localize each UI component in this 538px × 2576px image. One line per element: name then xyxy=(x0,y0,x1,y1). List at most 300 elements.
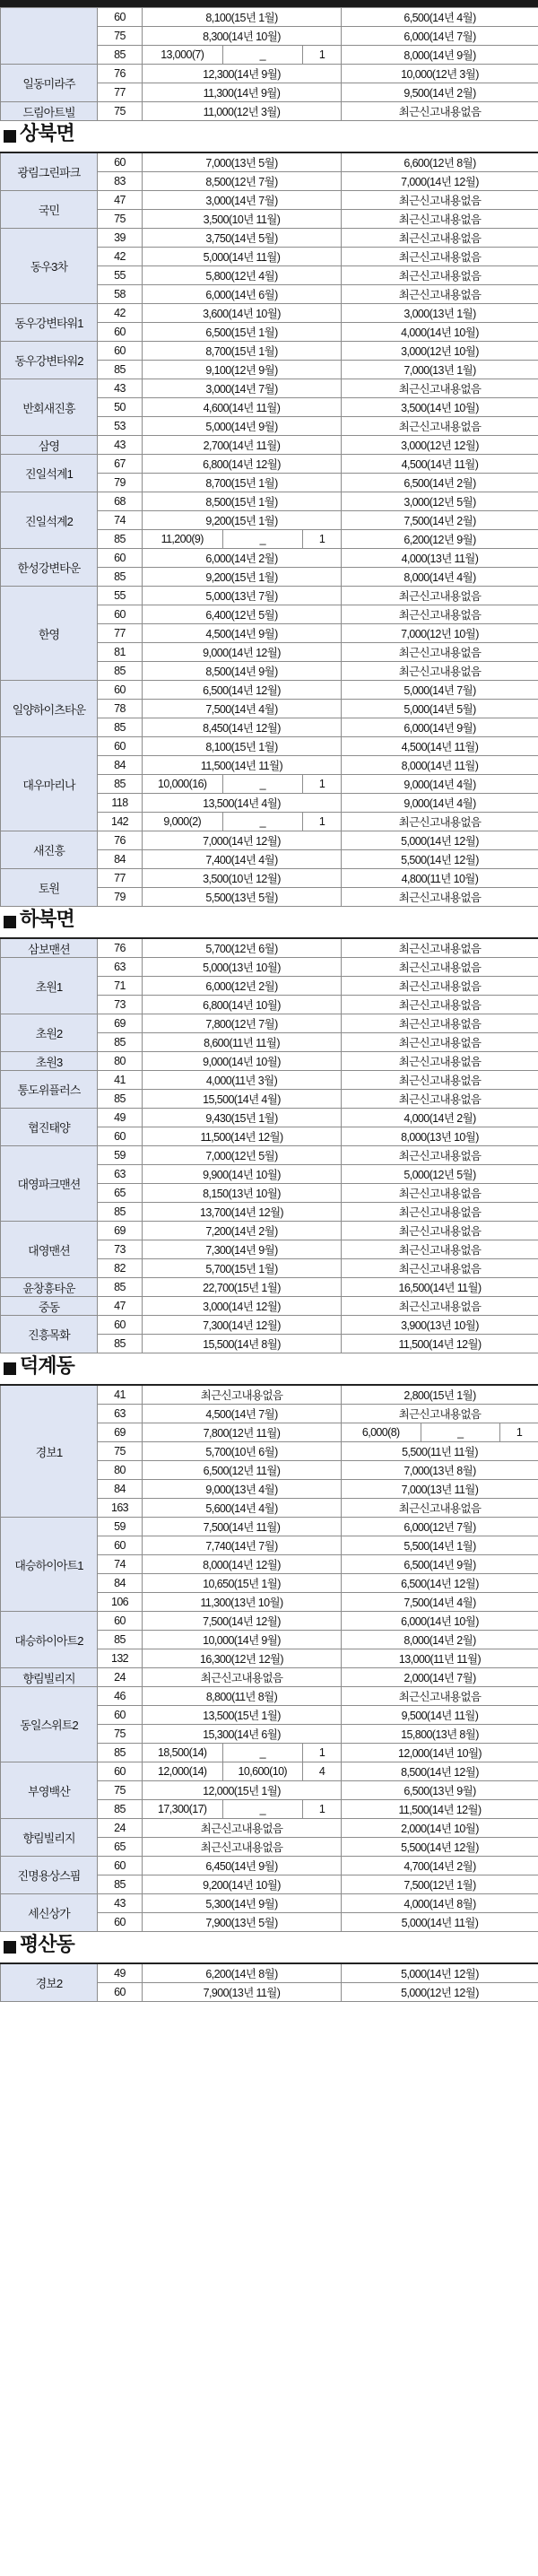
complex-name-cell: 향림빌리지 xyxy=(1,1819,98,1857)
area-cell: 68 xyxy=(98,492,143,511)
area-cell: 60 xyxy=(98,549,143,568)
sale-split-part: 1 xyxy=(318,48,325,61)
jeonse-price-cell: 3,500(14년 10월) xyxy=(342,398,538,417)
sale-split-cell xyxy=(143,775,341,793)
sale-price-cell: 15,500(14년 8월) xyxy=(143,1335,342,1353)
complex-name-cell: 토원 xyxy=(1,869,98,907)
sale-split-part: _ xyxy=(223,1744,304,1762)
sale-price-cell: 5,000(13년 10월) xyxy=(143,958,342,977)
area-cell: 60 xyxy=(98,1536,143,1555)
sale-split-cell xyxy=(143,1800,341,1818)
area-cell: 60 xyxy=(98,323,143,342)
complex-name-cell: 경보1 xyxy=(1,1385,98,1518)
jeonse-price-cell: 5,500(14년 1월) xyxy=(342,1536,538,1555)
jeonse-price-cell: 최근신고내용없음 xyxy=(342,813,538,831)
complex-name-cell: 진명용상스핌 xyxy=(1,1857,98,1894)
jeonse-price-cell: 7,500(14년 4월) xyxy=(342,1593,538,1612)
table-row xyxy=(1,1687,538,1706)
area-cell: 69 xyxy=(98,1222,143,1240)
sale-price-cell: 7,500(14년 12월) xyxy=(143,1612,342,1631)
sale-split-cell xyxy=(143,46,341,64)
complex-name-cell: 국민 xyxy=(1,191,98,229)
table-row xyxy=(1,152,538,172)
jeonse-price-cell: 8,000(14년 2월) xyxy=(342,1631,538,1649)
jeonse-price-cell: 5,000(14년 12월) xyxy=(342,831,538,850)
sale-split-cell xyxy=(143,813,341,831)
jeonse-price-cell: 8,000(14년 11월) xyxy=(342,756,538,775)
jeonse-price-cell: 최근신고내용없음 xyxy=(342,379,538,398)
section-title: 하북면 xyxy=(20,908,74,930)
complex-name-cell: 부영백산 xyxy=(1,1762,98,1819)
table-row xyxy=(1,1668,538,1687)
jeonse-price-cell: 최근신고내용없음 xyxy=(342,587,538,605)
area-cell: 77 xyxy=(98,624,143,643)
jeonse-price-cell: 최근신고내용없음 xyxy=(342,1687,538,1706)
sale-split-part: 12,000(14) xyxy=(143,1762,223,1780)
sale-price-cell xyxy=(143,1800,342,1819)
square-bullet-icon xyxy=(4,130,16,143)
area-cell: 85 xyxy=(98,775,143,794)
sale-price-cell: 7,900(13년 5월) xyxy=(143,1913,342,1932)
jeonse-price-cell: 6,000(14년 7월) xyxy=(342,27,538,46)
complex-name-cell: 드림아트빌 xyxy=(1,102,98,121)
complex-name-cell: 광림그린파크 xyxy=(1,152,98,191)
sale-price-cell: 8,700(15년 1월) xyxy=(143,474,342,492)
price-table xyxy=(0,7,538,121)
sale-price-cell: 4,000(11년 3월) xyxy=(143,1071,342,1090)
jeonse-price-cell: 4,500(14년 11월) xyxy=(342,737,538,756)
jeonse-price-cell: 16,500(14년 11월) xyxy=(342,1278,538,1297)
complex-name-cell: 삼보맨션 xyxy=(1,938,98,958)
sale-price-cell: 11,500(14년 12월) xyxy=(143,1127,342,1146)
sale-price-cell: 5,700(10년 6월) xyxy=(143,1442,342,1461)
jeonse-price-cell: 최근신고내용없음 xyxy=(342,1259,538,1278)
sale-price-cell: 7,000(14년 12월) xyxy=(143,831,342,850)
complex-name-cell: 일동미라주 xyxy=(1,65,98,102)
table-row xyxy=(1,681,538,700)
area-cell: 65 xyxy=(98,1184,143,1203)
sale-price-cell: 8,100(15년 1월) xyxy=(143,737,342,756)
sale-price-cell: 2,700(14년 11월) xyxy=(143,436,342,455)
jeonse-price-cell: 7,000(13년 1월) xyxy=(342,361,538,379)
sale-price-cell: 9,000(14년 12월) xyxy=(143,643,342,662)
jeonse-price-cell: 6,500(14년 4월) xyxy=(342,8,538,27)
jeonse-price-cell: 최근신고내용없음 xyxy=(342,417,538,436)
area-cell: 75 xyxy=(98,27,143,46)
area-cell: 82 xyxy=(98,1259,143,1278)
jeonse-price-cell: 6,000(12년 7월) xyxy=(342,1518,538,1536)
sale-split-part: 18,500(14) xyxy=(143,1744,223,1762)
sale-price-cell: 7,400(14년 4월) xyxy=(143,850,342,869)
sale-price-cell: 15,300(14년 6월) xyxy=(143,1725,342,1744)
jeonse-price-cell: 최근신고내용없음 xyxy=(342,1052,538,1071)
jeonse-price-cell: 3,900(13년 10월) xyxy=(342,1316,538,1335)
sale-price-cell: 11,300(14년 9월) xyxy=(143,83,342,102)
area-cell: 55 xyxy=(98,266,143,285)
rent-split-part: 1 xyxy=(516,1426,523,1439)
sale-split-part: 4 xyxy=(318,1765,325,1778)
sale-split-cell xyxy=(143,530,341,548)
jeonse-price-cell: 9,500(14년 11월) xyxy=(342,1706,538,1725)
square-bullet-icon xyxy=(4,1362,16,1375)
section-title: 평산동 xyxy=(20,1933,74,1955)
jeonse-price-cell: 최근신고내용없음 xyxy=(342,1297,538,1316)
area-cell: 69 xyxy=(98,1423,143,1442)
sale-price-cell: 6,400(12년 5월) xyxy=(143,605,342,624)
section-heading xyxy=(0,121,538,152)
sale-price-cell: 6,000(14년 6월) xyxy=(143,285,342,304)
area-cell: 42 xyxy=(98,248,143,266)
sale-price-cell xyxy=(143,813,342,831)
area-cell: 75 xyxy=(98,210,143,229)
sale-price-cell: 7,800(12년 7월) xyxy=(143,1014,342,1033)
sale-price-cell: 4,600(14년 11월) xyxy=(143,398,342,417)
square-bullet-icon xyxy=(4,1941,16,1954)
jeonse-price-cell: 5,000(14년 12월) xyxy=(342,1963,538,1983)
jeonse-price-cell: 4,500(14년 11월) xyxy=(342,455,538,474)
area-cell: 142 xyxy=(98,813,143,831)
complex-name-cell: 초원2 xyxy=(1,1014,98,1052)
area-cell: 55 xyxy=(98,587,143,605)
area-cell: 60 xyxy=(98,1316,143,1335)
jeonse-price-cell: 최근신고내용없음 xyxy=(342,938,538,958)
sale-price-cell: 6,800(14년 12월) xyxy=(143,455,342,474)
complex-name-cell: 대우마리나 xyxy=(1,737,98,831)
area-cell: 63 xyxy=(98,1165,143,1184)
area-cell: 49 xyxy=(98,1963,143,1983)
complex-name-cell: 대승하이아트2 xyxy=(1,1612,98,1668)
sale-price-cell: 7,200(14년 2월) xyxy=(143,1222,342,1240)
table-row xyxy=(1,1518,538,1536)
sale-price-cell: 9,900(14년 10월) xyxy=(143,1165,342,1184)
jeonse-price-cell: 최근신고내용없음 xyxy=(342,248,538,266)
area-cell: 85 xyxy=(98,530,143,549)
sale-price-cell: 13,500(15년 1월) xyxy=(143,1706,342,1725)
sale-price-cell: 4,500(14년 9월) xyxy=(143,624,342,643)
sale-price-cell: 5,800(12년 4월) xyxy=(143,266,342,285)
sale-price-cell: 6,450(14년 9월) xyxy=(143,1857,342,1875)
jeonse-price-cell: 13,000(11년 11월) xyxy=(342,1649,538,1668)
area-cell: 71 xyxy=(98,977,143,996)
jeonse-price-cell: 최근신고내용없음 xyxy=(342,1240,538,1259)
sale-price-cell: 5,600(14년 4월) xyxy=(143,1499,342,1518)
jeonse-price-cell: 최근신고내용없음 xyxy=(342,1184,538,1203)
sale-price-cell: 5,000(13년 7월) xyxy=(143,587,342,605)
top-decorative-strip xyxy=(0,0,538,7)
jeonse-price-cell: 최근신고내용없음 xyxy=(342,1071,538,1090)
jeonse-price-cell: 최근신고내용없음 xyxy=(342,191,538,210)
complex-name-cell: 진일석계1 xyxy=(1,455,98,492)
area-cell: 78 xyxy=(98,700,143,718)
jeonse-price-cell: 4,000(14년 8월) xyxy=(342,1894,538,1913)
sale-price-cell: 13,500(14년 4월) xyxy=(143,794,342,813)
sale-price-cell: 8,450(14년 12월) xyxy=(143,718,342,737)
jeonse-price-cell: 8,000(14년 9월) xyxy=(342,46,538,65)
area-cell: 24 xyxy=(98,1819,143,1838)
table-row xyxy=(1,1385,538,1405)
jeonse-price-cell: 5,000(14년 7월) xyxy=(342,681,538,700)
jeonse-price-cell: 4,000(13년 11월) xyxy=(342,549,538,568)
sale-price-cell: 7,000(13년 5월) xyxy=(143,152,342,172)
sale-price-cell: 최근신고내용없음 xyxy=(143,1838,342,1857)
sale-split-part: 1 xyxy=(318,815,325,828)
table-row xyxy=(1,549,538,568)
table-row xyxy=(1,1109,538,1127)
sale-price-cell: 22,700(15년 1월) xyxy=(143,1278,342,1297)
area-cell: 46 xyxy=(98,1687,143,1706)
jeonse-price-cell: 2,000(14년 7월) xyxy=(342,1668,538,1687)
sale-price-cell: 8,100(15년 1월) xyxy=(143,8,342,27)
area-cell: 60 xyxy=(98,1127,143,1146)
area-cell: 85 xyxy=(98,1203,143,1222)
table-row xyxy=(1,1071,538,1090)
jeonse-price-cell: 최근신고내용없음 xyxy=(342,266,538,285)
area-cell: 67 xyxy=(98,455,143,474)
sale-price-cell: 9,000(13년 4월) xyxy=(143,1480,342,1499)
area-cell: 60 xyxy=(98,737,143,756)
sale-price-cell: 8,500(15년 1월) xyxy=(143,492,342,511)
area-cell: 59 xyxy=(98,1518,143,1536)
area-cell: 60 xyxy=(98,681,143,700)
sale-price-cell: 6,200(14년 8월) xyxy=(143,1963,342,1983)
complex-name-cell: 진일석계2 xyxy=(1,492,98,549)
sale-price-cell: 9,000(14년 10월) xyxy=(143,1052,342,1071)
price-table xyxy=(0,937,538,1353)
sale-split-cell xyxy=(143,1762,341,1780)
area-cell: 85 xyxy=(98,361,143,379)
area-cell: 39 xyxy=(98,229,143,248)
sale-price-cell: 5,000(14년 11월) xyxy=(143,248,342,266)
table-row xyxy=(1,8,538,27)
table-row xyxy=(1,1278,538,1297)
sale-price-cell: 6,000(14년 2월) xyxy=(143,549,342,568)
area-cell: 65 xyxy=(98,1838,143,1857)
jeonse-price-cell: 최근신고내용없음 xyxy=(342,285,538,304)
sale-split-part: 1 xyxy=(318,778,325,790)
sale-price-cell: 6,000(12년 2월) xyxy=(143,977,342,996)
jeonse-price-cell: 최근신고내용없음 xyxy=(342,210,538,229)
sale-price-cell: 5,700(15년 1월) xyxy=(143,1259,342,1278)
jeonse-price-cell: 최근신고내용없음 xyxy=(342,1014,538,1033)
area-cell: 79 xyxy=(98,888,143,907)
table-row xyxy=(1,1052,538,1071)
area-cell: 85 xyxy=(98,46,143,65)
jeonse-price-cell: 최근신고내용없음 xyxy=(342,1499,538,1518)
area-cell: 85 xyxy=(98,1033,143,1052)
sale-price-cell: 7,900(13년 11월) xyxy=(143,1983,342,2002)
sale-price-cell: 9,200(15년 1월) xyxy=(143,568,342,587)
sale-split-part: 1 xyxy=(318,1746,325,1759)
sale-price-cell: 7,500(14년 11월) xyxy=(143,1518,342,1536)
area-cell: 76 xyxy=(98,831,143,850)
sale-split-part: 9,000(2) xyxy=(143,813,223,831)
sale-price-cell: 최근신고내용없음 xyxy=(143,1668,342,1687)
table-row xyxy=(1,1894,538,1913)
area-cell: 84 xyxy=(98,1574,143,1593)
jeonse-price-cell: 최근신고내용없음 xyxy=(342,1203,538,1222)
rent-split-part: _ xyxy=(421,1423,501,1441)
sale-price-cell xyxy=(143,46,342,65)
complex-name-cell: 동우3차 xyxy=(1,229,98,304)
complex-name-cell: 초원3 xyxy=(1,1052,98,1071)
area-cell: 42 xyxy=(98,304,143,323)
area-cell: 47 xyxy=(98,191,143,210)
section-title: 덕계동 xyxy=(20,1354,74,1377)
sale-price-cell: 5,300(14년 9월) xyxy=(143,1894,342,1913)
jeonse-price-cell: 5,000(14년 5월) xyxy=(342,700,538,718)
jeonse-price-cell: 15,800(13년 8월) xyxy=(342,1725,538,1744)
area-cell: 75 xyxy=(98,1725,143,1744)
sale-price-cell: 9,200(15년 1월) xyxy=(143,511,342,530)
jeonse-price-cell: 5,000(12년 5월) xyxy=(342,1165,538,1184)
complex-name-cell: 대영파크맨션 xyxy=(1,1146,98,1222)
area-cell: 85 xyxy=(98,1278,143,1297)
area-cell: 24 xyxy=(98,1668,143,1687)
table-row xyxy=(1,102,538,121)
area-cell: 85 xyxy=(98,1800,143,1819)
sale-split-part: _ xyxy=(223,530,304,548)
area-cell: 73 xyxy=(98,1240,143,1259)
jeonse-price-cell: 최근신고내용없음 xyxy=(342,977,538,996)
table-row xyxy=(1,379,538,398)
sale-price-cell: 8,700(15년 1월) xyxy=(143,342,342,361)
jeonse-price-cell: 6,200(12년 9월) xyxy=(342,530,538,549)
price-table xyxy=(0,1962,538,2002)
jeonse-price-cell: 최근신고내용없음 xyxy=(342,996,538,1014)
area-cell: 59 xyxy=(98,1146,143,1165)
jeonse-price-cell: 최근신고내용없음 xyxy=(342,1222,538,1240)
jeonse-price-cell: 8,000(13년 10월) xyxy=(342,1127,538,1146)
jeonse-price-cell: 최근신고내용없음 xyxy=(342,1146,538,1165)
jeonse-price-cell: 최근신고내용없음 xyxy=(342,1033,538,1052)
table-row xyxy=(1,1857,538,1875)
sale-split-part: 11,200(9) xyxy=(143,530,223,548)
jeonse-price-cell: 최근신고내용없음 xyxy=(342,958,538,977)
area-cell: 41 xyxy=(98,1071,143,1090)
area-cell: 75 xyxy=(98,102,143,121)
complex-name-cell: 한영 xyxy=(1,587,98,681)
area-cell: 79 xyxy=(98,474,143,492)
table-row xyxy=(1,342,538,361)
sale-price-cell: 7,300(14년 12월) xyxy=(143,1316,342,1335)
jeonse-price-cell: 최근신고내용없음 xyxy=(342,1405,538,1423)
section-title: 상북면 xyxy=(20,122,74,144)
sale-price-cell: 16,300(12년 12월) xyxy=(143,1649,342,1668)
table-row xyxy=(1,492,538,511)
jeonse-price-cell: 7,500(14년 2월) xyxy=(342,511,538,530)
sale-price-cell: 6,500(12년 11월) xyxy=(143,1461,342,1480)
sale-price-cell: 13,700(14년 12월) xyxy=(143,1203,342,1222)
complex-name-cell: 일양하이츠타운 xyxy=(1,681,98,737)
area-cell: 81 xyxy=(98,643,143,662)
sale-price-cell: 3,000(14년 7월) xyxy=(143,191,342,210)
sale-split-part: 13,000(7) xyxy=(143,46,223,64)
complex-name-cell: 윤창흥타운 xyxy=(1,1278,98,1297)
table-row xyxy=(1,191,538,210)
jeonse-price-cell: 8,500(14년 12월) xyxy=(342,1762,538,1781)
area-cell: 74 xyxy=(98,511,143,530)
area-cell: 84 xyxy=(98,756,143,775)
sale-split-part: 1 xyxy=(318,533,325,545)
sale-price-cell: 5,000(14년 9월) xyxy=(143,417,342,436)
jeonse-price-cell: 6,000(14년 10월) xyxy=(342,1612,538,1631)
sale-price-cell xyxy=(143,775,342,794)
area-cell: 63 xyxy=(98,1405,143,1423)
jeonse-price-cell: 6,600(12년 8월) xyxy=(342,152,538,172)
table-row xyxy=(1,587,538,605)
sale-price-cell: 15,500(14년 4월) xyxy=(143,1090,342,1109)
area-cell: 85 xyxy=(98,1631,143,1649)
area-cell: 60 xyxy=(98,1762,143,1781)
jeonse-price-cell: 2,800(15년 1월) xyxy=(342,1385,538,1405)
jeonse-price-cell: 11,500(14년 12월) xyxy=(342,1800,538,1819)
sale-price-cell: 11,300(13년 10월) xyxy=(143,1593,342,1612)
area-cell: 76 xyxy=(98,938,143,958)
area-cell: 47 xyxy=(98,1297,143,1316)
sale-price-cell: 9,200(14년 10월) xyxy=(143,1875,342,1894)
complex-name-cell: 동우강변타워1 xyxy=(1,304,98,342)
table-row xyxy=(1,869,538,888)
complex-name-cell: 반회새진흥 xyxy=(1,379,98,436)
table-row xyxy=(1,1146,538,1165)
table-row xyxy=(1,1222,538,1240)
table-row xyxy=(1,831,538,850)
jeonse-price-cell: 최근신고내용없음 xyxy=(342,1090,538,1109)
sale-price-cell: 7,500(14년 4월) xyxy=(143,700,342,718)
jeonse-price-cell: 6,500(14년 12월) xyxy=(342,1574,538,1593)
jeonse-price-cell: 7,000(13년 11월) xyxy=(342,1480,538,1499)
table-row xyxy=(1,1819,538,1838)
jeonse-price-cell: 최근신고내용없음 xyxy=(342,888,538,907)
jeonse-price-cell: 최근신고내용없음 xyxy=(342,662,538,681)
area-cell: 83 xyxy=(98,172,143,191)
sale-price-cell: 6,500(15년 1월) xyxy=(143,323,342,342)
sale-price-cell: 6,800(14년 10월) xyxy=(143,996,342,1014)
complex-name-cell: 삼영 xyxy=(1,436,98,455)
sale-price-cell: 4,500(14년 7월) xyxy=(143,1405,342,1423)
jeonse-price-cell: 최근신고내용없음 xyxy=(342,102,538,121)
table-row xyxy=(1,1612,538,1631)
sale-price-cell xyxy=(143,530,342,549)
jeonse-price-cell: 5,500(14년 12월) xyxy=(342,850,538,869)
section-heading xyxy=(0,1932,538,1962)
area-cell: 85 xyxy=(98,1090,143,1109)
jeonse-price-cell: 7,500(12년 1월) xyxy=(342,1875,538,1894)
rent-split-cell xyxy=(342,1423,538,1441)
jeonse-price-cell: 4,700(14년 2월) xyxy=(342,1857,538,1875)
complex-name-cell: 동일스위트2 xyxy=(1,1687,98,1762)
table-row xyxy=(1,1963,538,1983)
sale-price-cell: 7,800(12년 11월) xyxy=(143,1423,342,1442)
sale-price-cell: 7,300(14년 9월) xyxy=(143,1240,342,1259)
jeonse-price-cell: 5,500(11년 11월) xyxy=(342,1442,538,1461)
price-table xyxy=(0,152,538,907)
sale-price-cell: 3,500(10년 12월) xyxy=(143,869,342,888)
area-cell: 118 xyxy=(98,794,143,813)
table-row xyxy=(1,737,538,756)
table-row xyxy=(1,1014,538,1033)
area-cell: 53 xyxy=(98,417,143,436)
area-cell: 77 xyxy=(98,83,143,102)
area-cell: 80 xyxy=(98,1461,143,1480)
complex-name-cell: 초원1 xyxy=(1,958,98,1014)
sale-price-cell: 3,000(14년 12월) xyxy=(143,1297,342,1316)
table-row xyxy=(1,304,538,323)
area-cell: 163 xyxy=(98,1499,143,1518)
jeonse-price-cell: 9,000(14년 4월) xyxy=(342,775,538,794)
table-row xyxy=(1,65,538,83)
jeonse-price-cell: 3,000(13년 1월) xyxy=(342,304,538,323)
